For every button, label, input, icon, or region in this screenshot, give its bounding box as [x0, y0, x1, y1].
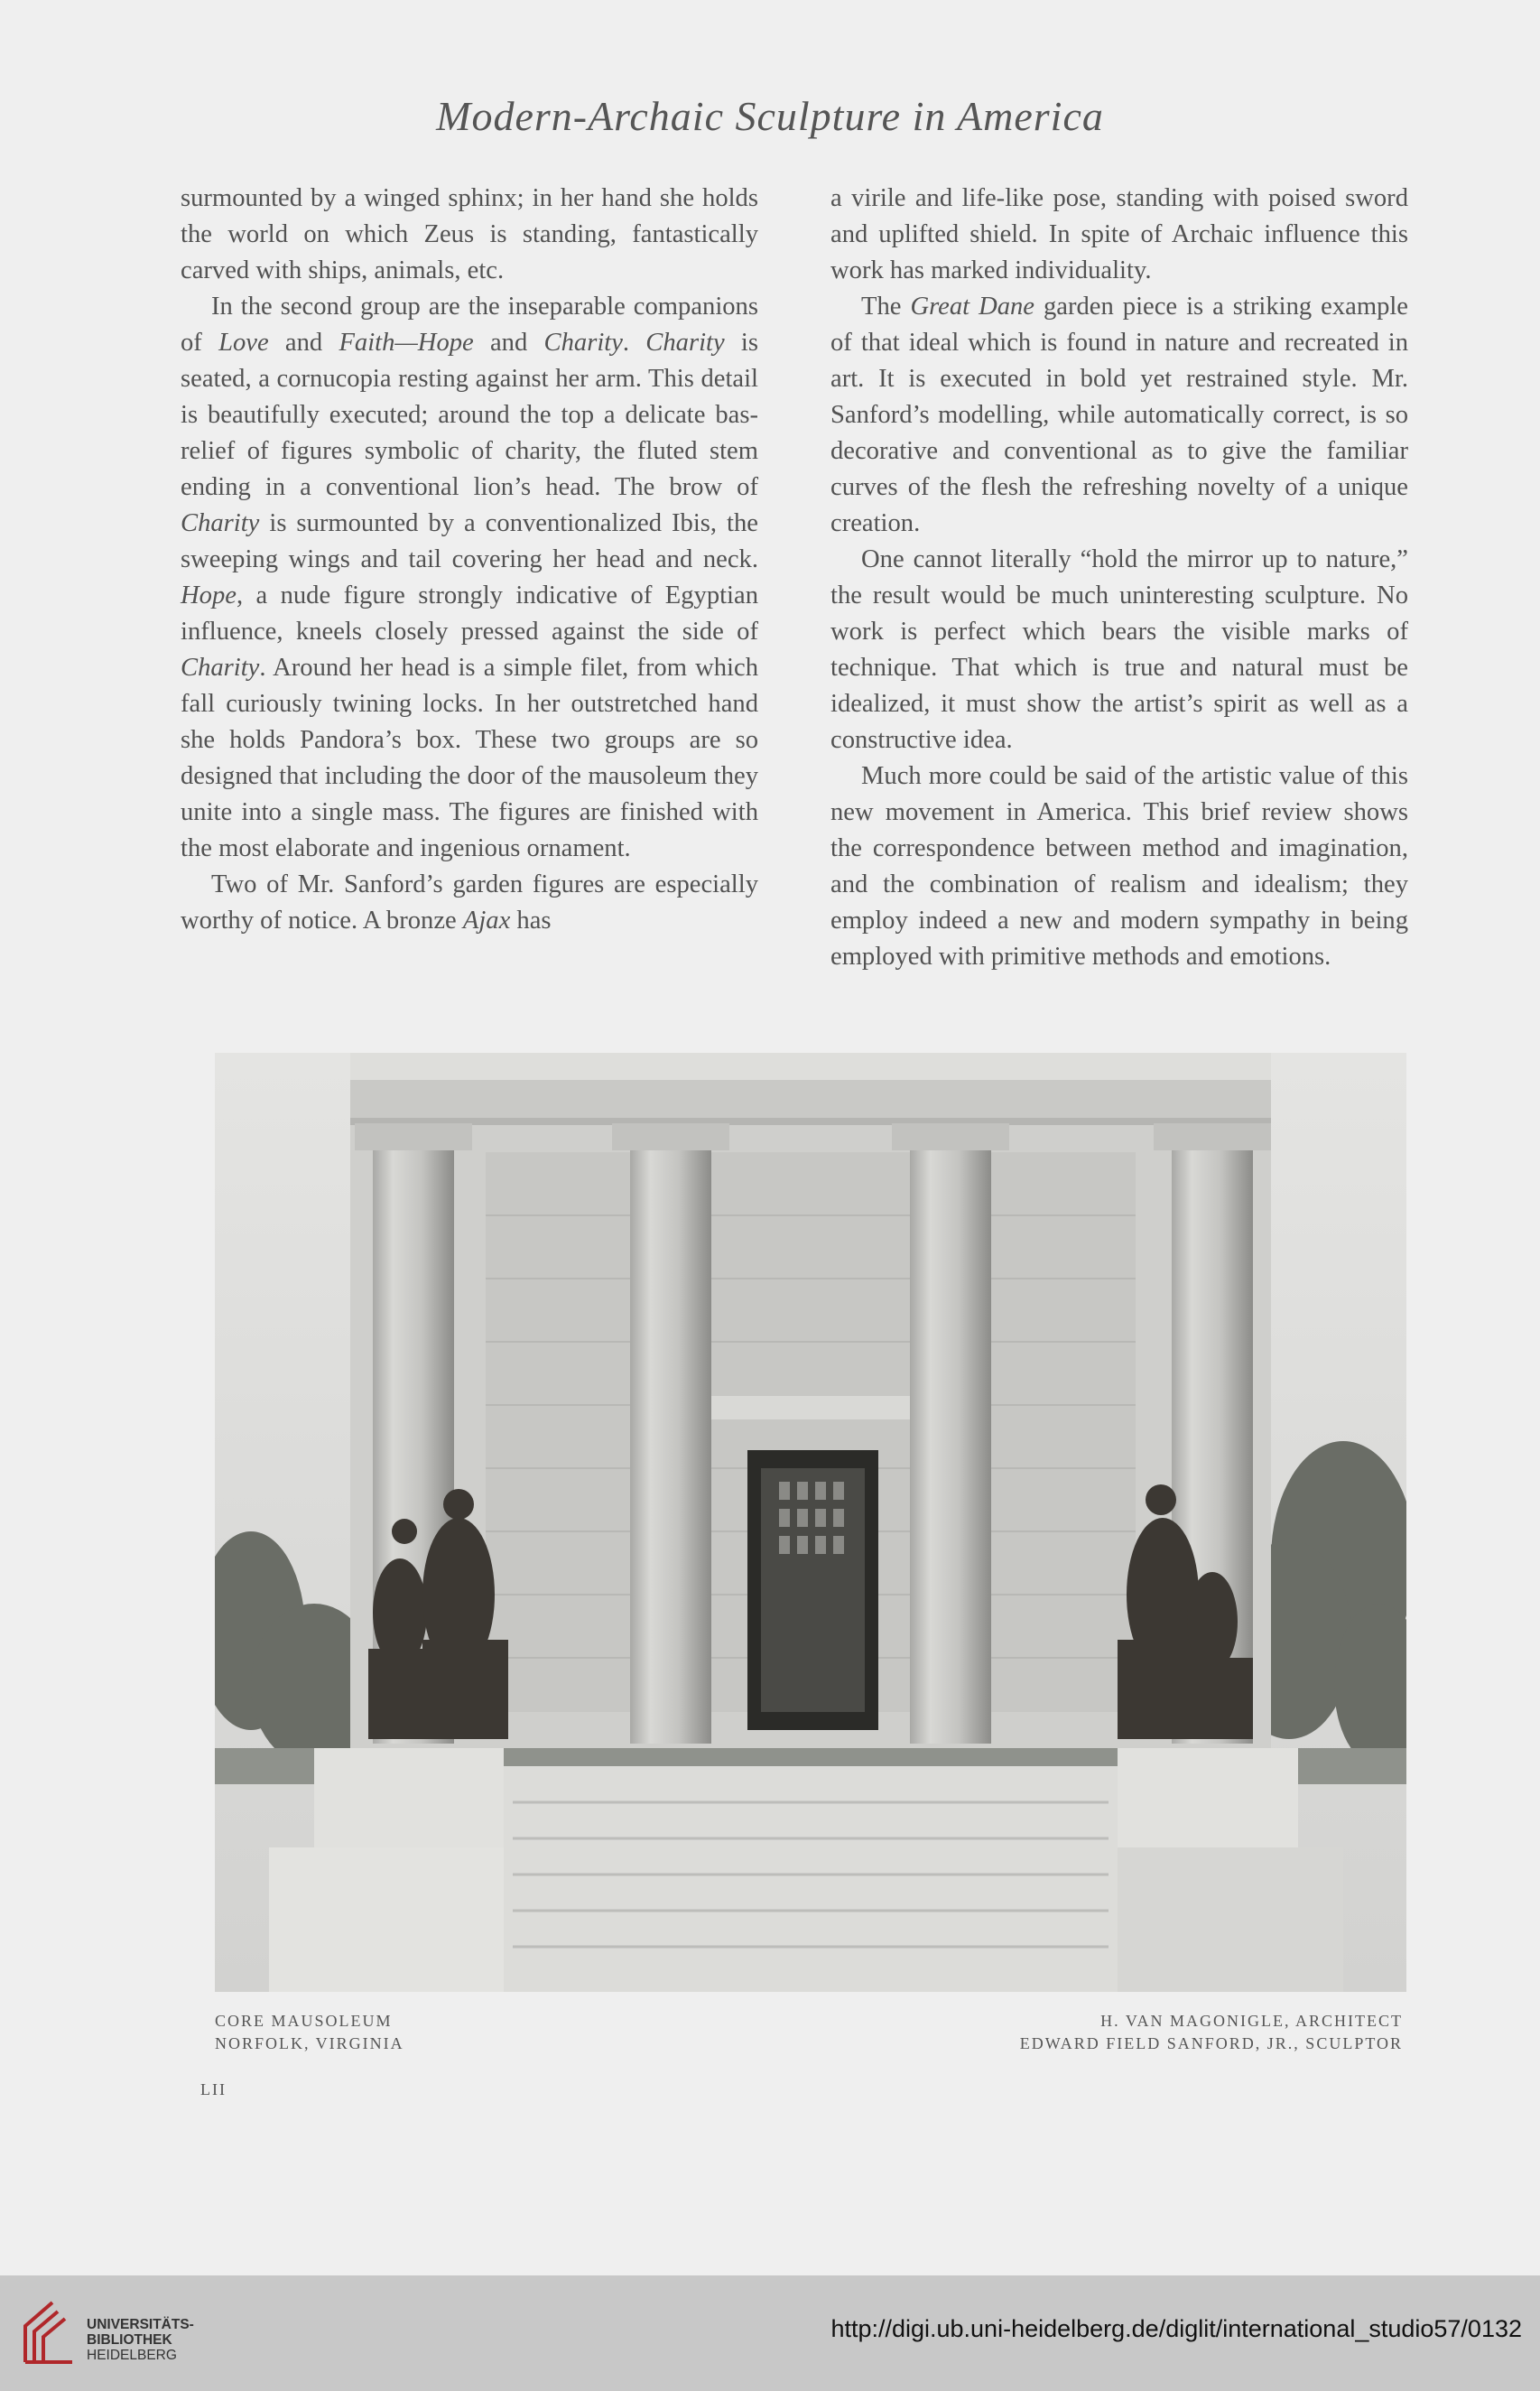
left-text-column: [181, 181, 758, 939]
caption-line: EDWARD FIELD SANFORD, JR., SCULPTOR: [1019, 2034, 1403, 2052]
caption-line: CORE MAUSOLEUM: [215, 2012, 393, 2030]
paragraph: a virile and life-like pose, standing with poised sword and uplifted shield. In spite of Archaic influence this work has marked individuality.: [830, 184, 1408, 284]
caption-location: [215, 2010, 404, 2055]
caption-line: H. VAN MAGONIGLE, ARCHITECT: [1100, 2012, 1403, 2030]
running-title: Modern-Archaic Sculpture in America: [436, 93, 1104, 139]
paragraph: One cannot literally “hold the mirror up to nature,” the result would be much uninteresting sculpture. No work is perfect which bears the visible marks of technique. That which is true and natural must be idealized, it must show the artist’s spirit as well as a constructive idea.: [830, 545, 1408, 754]
paragraph: Much more could be said of the artistic value of this new movement in America. This brief review shows the correspondence between method and imagination, and the combination of realism and idealism; they employ indeed a new and modern sympathy in being employed with primitive methods and emotions.: [830, 762, 1408, 971]
library-logo-icon: [20, 2299, 78, 2368]
mausoleum-photograph: [215, 1053, 1406, 1992]
right-text-column: [830, 181, 1408, 975]
paragraph: Two of Mr. Sanford’s garden figures are especially worthy of notice. A bronze Ajax has: [181, 870, 758, 935]
digitization-footer: [0, 2275, 1540, 2391]
page-number: LII: [200, 2080, 227, 2098]
source-url-link[interactable]: http://digi.ub.uni-heidelberg.de/diglit/international_studio57/0132: [830, 2315, 1522, 2342]
paragraph: The Great Dane garden piece is a striking example of that ideal which is found in nature and recreated in art. It is executed in bold yet restrained style. Mr. Sanford’s modelling, while automatically correct, is so decorative and conventional as to give the familiar curves of the flesh the refreshing novelty of a unique creation.: [830, 293, 1408, 537]
library-name: UNIVERSITÄTS- BIBLIOTHEK HEIDELBERG: [87, 2317, 194, 2363]
caption-credits: [1020, 2010, 1403, 2055]
paragraph: In the second group are the inseparable companions of Love and Faith—Hope and Charity. Charity is seated, a cornucopia resting against her arm. This detail is beautifully executed; around the top a delicate bas-relief of figures symbolic of charity, the fluted stem ending in a conventional lion’s head. The brow of Charity is surmounted by a conventionalized Ibis, the sweeping wings and tail covering her head and neck. Hope, a nude figure strongly indicative of Egyptian influence, kneels closely pressed against the side of Charity. Around her head is a simple filet, from which fall curiously twining locks. In her outstretched hand she holds Pandora’s box. These two groups are so designed that including the door of the mausoleum they unite into a single mass. The figures are finished with the most elaborate and ingenious ornament.: [181, 293, 758, 862]
caption-line: NORFOLK, VIRGINIA: [215, 2034, 404, 2052]
paragraph: surmounted by a winged sphinx; in her hand she holds the world on which Zeus is standing, fantastically carved with ships, animals, etc.: [181, 184, 758, 284]
